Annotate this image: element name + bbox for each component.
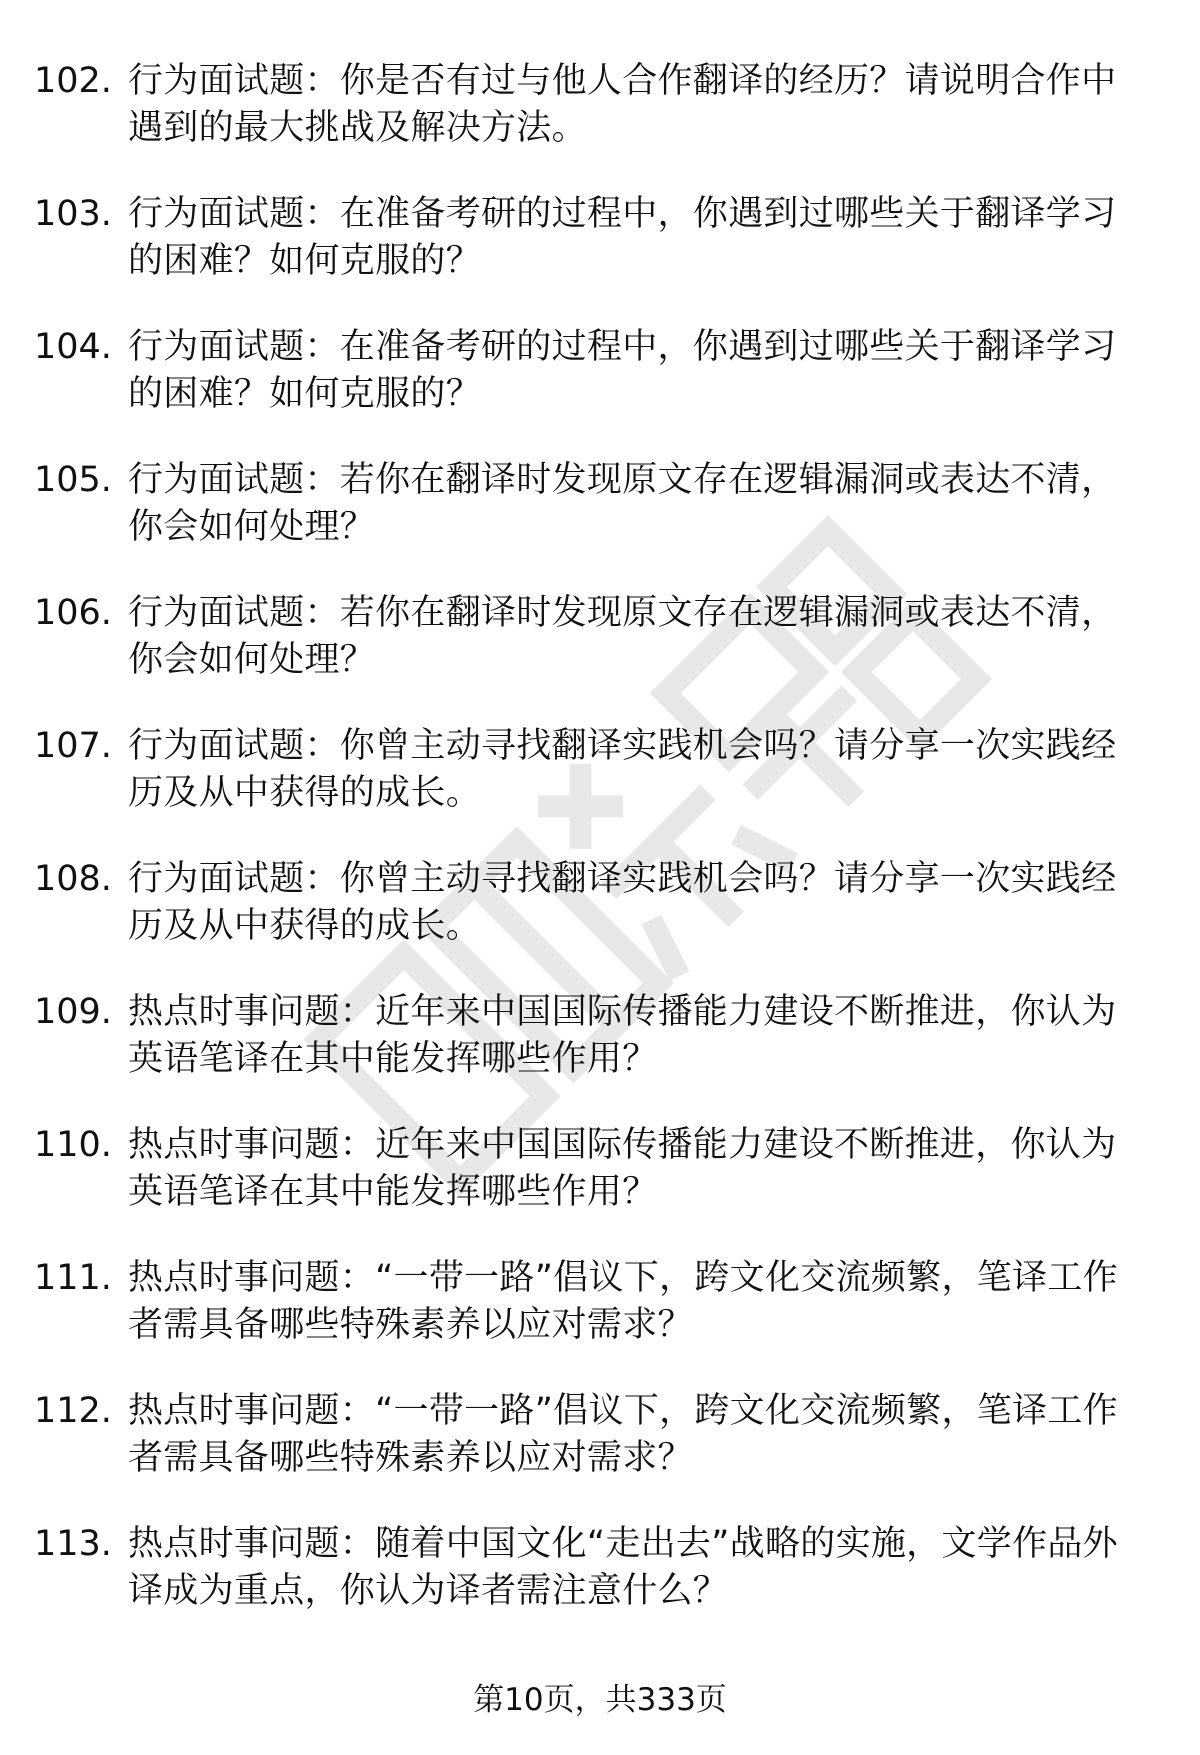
question-item: [0, 1122, 1200, 1255]
question-number: 110.: [34, 1125, 112, 1165]
question-item: [0, 191, 1200, 324]
question-number: 102.: [34, 61, 112, 101]
question-text: 热点时事问题：“一带一路”倡议下，跨文化交流频繁，笔译工作者需具备哪些特殊素养以应对需求？: [128, 1391, 1118, 1478]
question-item: [0, 1521, 1200, 1654]
question-text: 行为面试题：若你在翻译时发现原文存在逻辑漏洞或表达不清，你会如何处理？: [128, 593, 1117, 680]
question-item: [0, 989, 1200, 1122]
question-text: 热点时事问题：近年来中国国际传播能力建设不断推进，你认为英语笔译在其中能发挥哪些作用？: [128, 1125, 1117, 1212]
question-number: 111.: [34, 1258, 112, 1298]
question-text: 热点时事问题：近年来中国国际传播能力建设不断推进，你认为英语笔译在其中能发挥哪些作用？: [128, 992, 1117, 1079]
question-text: 热点时事问题：“一带一路”倡议下，跨文化交流频繁，笔译工作者需具备哪些特殊素养以应对需求？: [128, 1258, 1118, 1345]
question-text: 行为面试题：你是否有过与他人合作翻译的经历？请说明合作中遇到的最大挑战及解决方法。: [128, 61, 1117, 148]
question-number: 112.: [34, 1391, 112, 1431]
question-list: [0, 58, 1200, 1654]
page-footer: 第10页，共333页: [473, 1682, 727, 1718]
question-number: 108.: [34, 859, 112, 899]
question-item: [0, 1255, 1200, 1388]
question-number: 106.: [34, 593, 112, 633]
question-text: 行为面试题：在准备考研的过程中，你遇到过哪些关于翻译学习的困难？如何克服的？: [128, 194, 1117, 281]
question-text: 行为面试题：你曾主动寻找翻译实践机会吗？请分享一次实践经历及从中获得的成长。: [128, 859, 1117, 946]
question-number: 103.: [34, 194, 112, 234]
question-number: 104.: [34, 327, 112, 367]
question-item: [0, 723, 1200, 856]
question-text: 行为面试题：你曾主动寻找翻译实践机会吗？请分享一次实践经历及从中获得的成长。: [128, 726, 1117, 813]
question-item: [0, 324, 1200, 457]
question-item: [0, 1388, 1200, 1521]
question-number: 109.: [34, 992, 112, 1032]
question-number: 107.: [34, 726, 112, 766]
question-item: [0, 590, 1200, 723]
question-item: [0, 58, 1200, 191]
question-item: [0, 856, 1200, 989]
question-text: 行为面试题：若你在翻译时发现原文存在逻辑漏洞或表达不清，你会如何处理？: [128, 460, 1117, 547]
question-number: 113.: [34, 1524, 112, 1564]
question-text: 热点时事问题：随着中国文化“走出去”战略的实施，文学作品外译成为重点，你认为译者需注意什么？: [128, 1524, 1118, 1611]
question-text: 行为面试题：在准备考研的过程中，你遇到过哪些关于翻译学习的困难？如何克服的？: [128, 327, 1117, 414]
question-number: 105.: [34, 460, 112, 500]
question-item: [0, 457, 1200, 590]
